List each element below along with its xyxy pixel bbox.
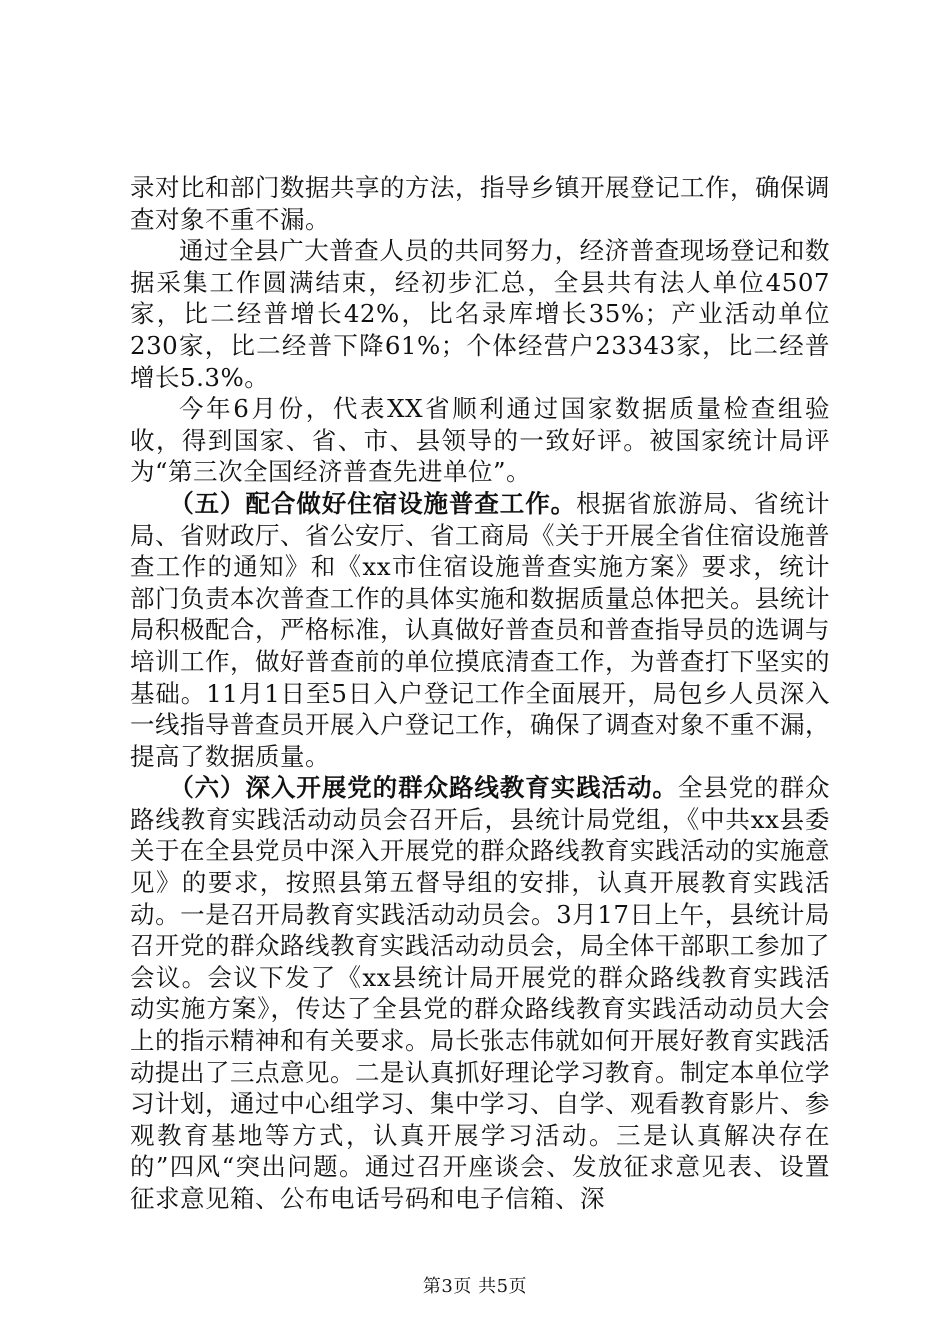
paragraph-census-results bbox=[130, 235, 830, 393]
paragraph-text: 全县党的群众路线教育实践活动动员会召开后，县统计局党组，《中共xx县委关于在全县党员中深入开展党的群众路线教育实践活动的实施意见》的要求，按照县第五督导组的安排，认真开展教育实践活动。一是召开局教育实践活动动员会。3月17日上午，县统计局召开党的群众路线教育实践活动动员会，局全体干部职工参加了会议。会议下发了《xx县统计局开展党的群众路线教育实践活动实施方案》，传达了全县党的群众路线教育实践活动动员大会上的指示精神和有关要求。局长张志伟就如何开展好教育实践活动提出了三点意见。二是认真抓好理论学习教育。制定本单位学习计划，通过中心组学习、集中学习、自学、观看教育影片、参观教育基地等方式，认真开展学习活动。三是认真解决存在的”四风“突出问题。通过召开座谈会、发放征求意见表、设置征求意见箱、公布电话号码和电子信箱、深 bbox=[130, 773, 831, 1213]
paragraph-text: 通过全县广大普查人员的共同努力，经济普查现场登记和数据采集工作圆满结束，经初步汇总，全县共有法人单位4507家，比二经普增长42%，比名录库增长35%；产业活动单位230家，比二经普下降61%；个体经营户23343家，比二经普增长5.3%。 bbox=[130, 236, 830, 392]
page-footer bbox=[0, 1272, 950, 1298]
paragraph-section-five bbox=[130, 488, 830, 772]
paragraph-continuation bbox=[130, 172, 830, 235]
paragraph-text: 录对比和部门数据共享的方法，指导乡镇开展登记工作，确保调查对象不重不漏。 bbox=[130, 173, 830, 234]
section-heading: （六）深入开展党的群众路线教育实践活动。 bbox=[169, 773, 678, 803]
paragraph-text: 今年6月份，代表XX省顺利通过国家数据质量检查组验收，得到国家、省、市、县领导的一致好评。被国家统计局评为“第三次全国经济普查先进单位”。 bbox=[130, 394, 830, 487]
page-number: 第3页 共5页 bbox=[422, 1276, 528, 1297]
document-body bbox=[130, 172, 830, 1215]
paragraph-acceptance bbox=[130, 393, 830, 488]
section-heading: （五）配合做好住宿设施普查工作。 bbox=[169, 488, 577, 518]
paragraph-section-six bbox=[130, 772, 830, 1214]
paragraph-text: 根据省旅游局、省统计局、省财政厅、省公安厅、省工商局《关于开展全省住宿设施普查工作的通知》和《xx市住宿设施普查实施方案》要求，统计部门负责本次普查工作的具体实施和数据质量总体把关。县统计局积极配合，严格标准，认真做好普查员和普查指导员的选调与培训工作，做好普查前的单位摸底清查工作，为普查打下坚实的基础。11月1日至5日入户登记工作全面展开，局包乡人员深入一线指导普查员开展入户登记工作，确保了调查对象不重不漏，提高了数据质量。 bbox=[130, 488, 831, 771]
